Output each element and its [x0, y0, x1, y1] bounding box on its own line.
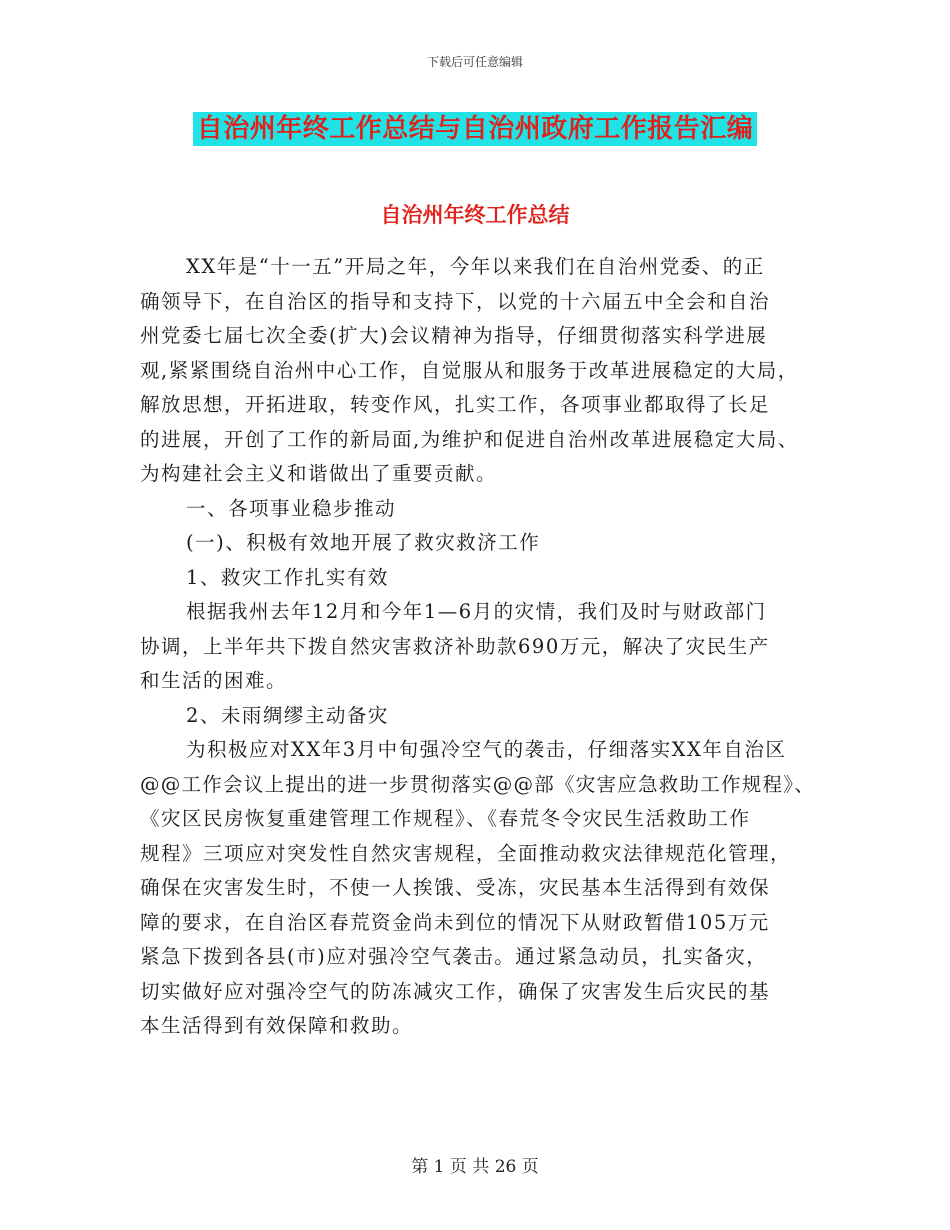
- body-line: 解放思想，开拓进取，转变作风，扎实工作，各项事业都取得了长足: [140, 393, 771, 416]
- body-line: (一)、积极有效地开展了救灾救济工作: [186, 531, 541, 554]
- body-line: 州党委七届七次全委(扩大)会议精神为指导，仔细贯彻落实科学进展: [140, 324, 768, 347]
- section-title: 自治州年终工作总结: [380, 202, 570, 227]
- body-line: 协调，上半年共下拨自然灾害救济补助款690万元，解决了灾民生产: [140, 634, 770, 658]
- body-line: XX年是“十一五”开局之年，今年以来我们在自治州党委、的正: [186, 255, 765, 278]
- body-line: 根据我州去年12月和今年1—6月的灾情，我们及时与财政部门: [186, 600, 767, 623]
- body-line: 1、救灾工作扎实有效: [186, 565, 389, 589]
- body-line: 障的要求，在自治区春荒资金尚未到位的情况下从财政暂借105万元: [140, 910, 770, 934]
- body-line: 为积极应对XX年3月中旬强冷空气的袭击，仔细落实XX年自治区: [186, 738, 787, 761]
- body-line: 和生活的困难。: [140, 669, 288, 692]
- body-line: 本生活得到有效保障和救助。: [140, 1014, 414, 1037]
- body-line: 2、未雨绸缪主动备灾: [186, 703, 389, 727]
- document-title-wrap: [0, 112, 950, 146]
- document-title: 自治州年终工作总结与自治州政府工作报告汇编: [193, 112, 758, 146]
- body-line: 《灾区民房恢复重建管理工作规程》、《春荒冬令灾民生活救助工作: [140, 807, 751, 830]
- body-line: 确保在灾害发生时，不使一人挨饿、受冻，灾民基本生活得到有效保: [140, 876, 771, 899]
- body-line: 紧急下拨到各县(市)应对强冷空气袭击。通过紧急动员，扎实备灾，: [140, 945, 768, 968]
- body-line: 规程》三项应对突发性自然灾害规程，全面推动救灾法律规范化管理，: [140, 841, 792, 865]
- page-footer: 第 1 页 共 26 页: [411, 1157, 539, 1177]
- page-header-note: 下载后可任意编辑: [426, 55, 523, 69]
- body-line: @@工作会议上提出的进一步贯彻落实@@部《灾害应急救助工作规程》、: [140, 772, 816, 796]
- body-line: 的进展，开创了工作的新局面,为维护和促进自治州改革进展稳定大局、: [140, 427, 799, 451]
- body-line: 一、各项事业稳步推动: [186, 496, 397, 520]
- body-line: 切实做好应对强冷空气的防冻减灾工作，确保了灾害发生后灾民的基: [140, 979, 771, 1003]
- document-body: [140, 250, 820, 1044]
- body-line: 为构建社会主义和谐做出了重要贡献。: [140, 462, 498, 485]
- body-line: 观,紧紧围绕自治州中心工作，自觉服从和服务于改革进展稳定的大局，: [140, 358, 799, 382]
- body-line: 确领导下，在自治区的指导和支持下，以党的十六届五中全会和自治: [140, 289, 771, 313]
